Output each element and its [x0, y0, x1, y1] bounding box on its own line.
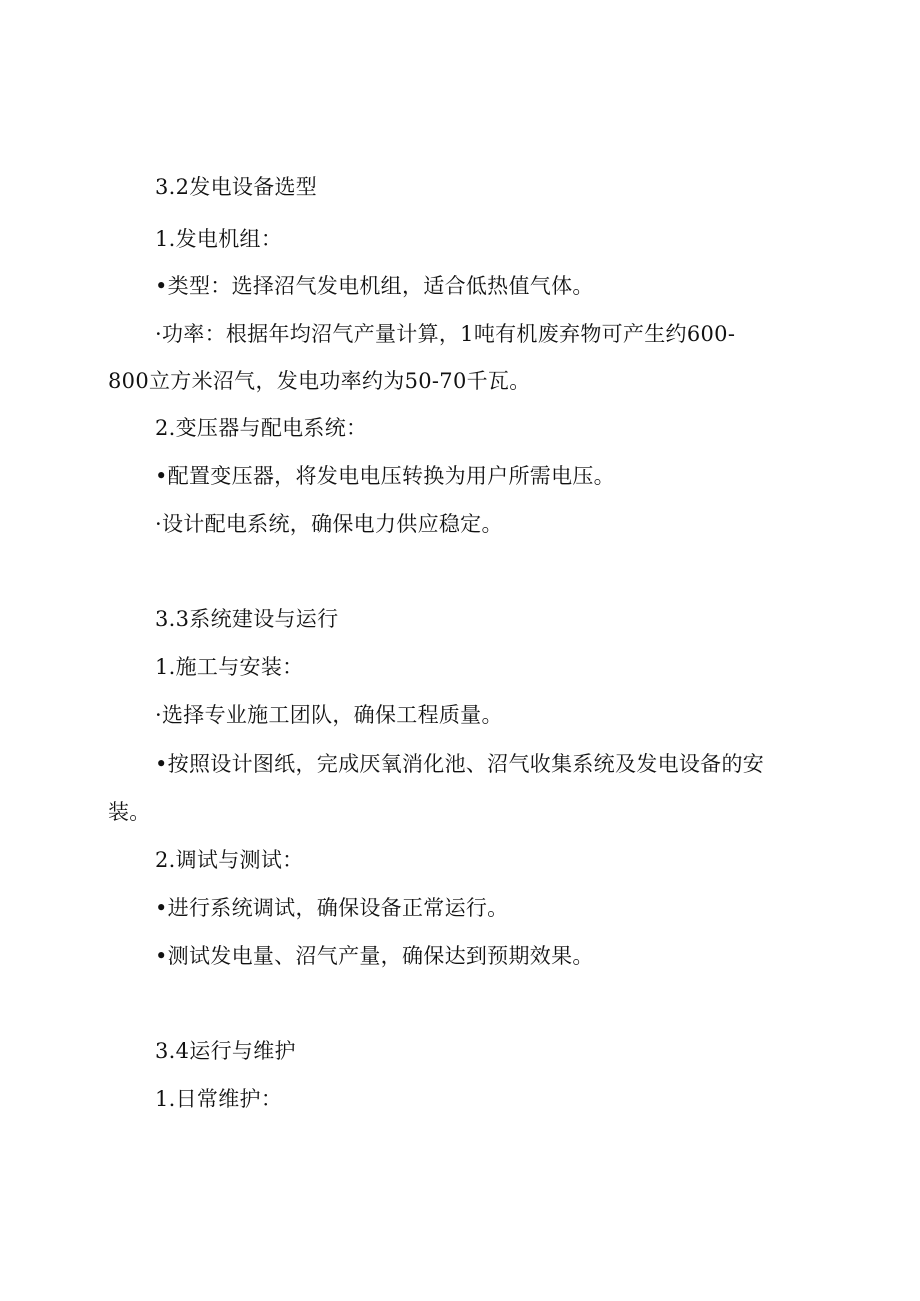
bullet-construction-team: ·选择专业施工团队，确保工程质量。	[155, 703, 503, 727]
bullet-installation-line1: •按照设计图纸，完成厌氧消化池、沼气收集系统及发电设备的安	[155, 752, 765, 776]
bullet-generator-power-line2: 800立方米沼气，发电功率约为50-70千瓦。	[108, 369, 531, 393]
bullet-system-debug: •进行系统调试，确保设备正常运行。	[155, 896, 509, 920]
bullet-distribution-system: ·设计配电系统，确保电力供应稳定。	[155, 512, 503, 536]
bullet-generator-type: •类型：选择沼气发电机组，适合低热值气体。	[155, 274, 594, 298]
bullet-installation-line2: 装。	[108, 800, 151, 824]
item-title-daily-maintenance: 1.日常维护：	[155, 1087, 283, 1111]
bullet-transformer: •配置变压器，将发电电压转换为用户所需电压。	[155, 464, 615, 488]
item-title-debug-test: 2.调试与测试：	[155, 848, 304, 872]
item-title-generator-set: 1.发电机组：	[155, 227, 283, 251]
bullet-generator-power-line1: ·功率：根据年均沼气产量计算，1吨有机废弃物可产生约600-	[155, 322, 736, 346]
section-heading-3-2: 3.2发电设备选型	[155, 175, 318, 199]
section-heading-3-3: 3.3系统建设与运行	[155, 607, 339, 631]
bullet-output-test: •测试发电量、沼气产量，确保达到预期效果。	[155, 944, 594, 968]
item-title-transformer-distribution: 2.变压器与配电系统：	[155, 416, 368, 440]
section-heading-3-4: 3.4运行与维护	[155, 1039, 296, 1063]
item-title-construction: 1.施工与安装：	[155, 655, 304, 679]
